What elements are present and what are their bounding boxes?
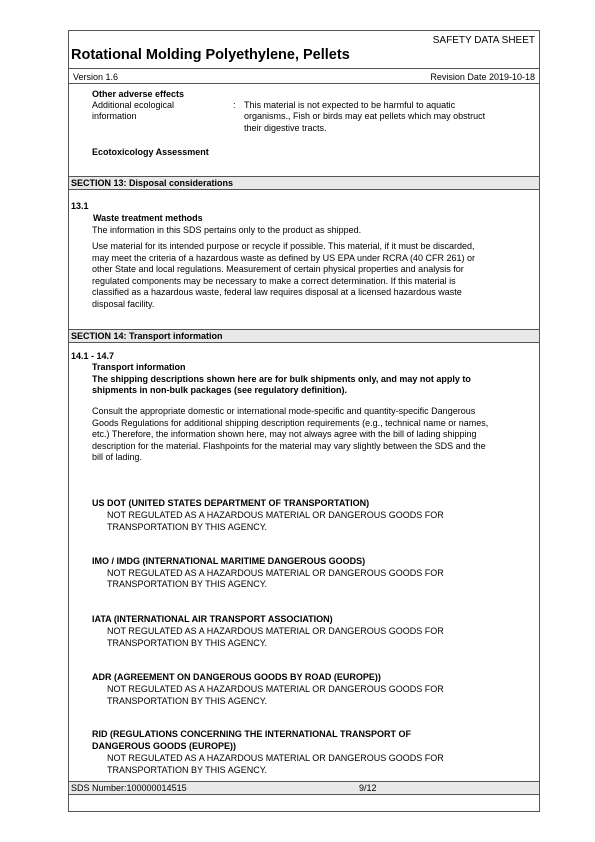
section-14-header: SECTION 14: Transport information xyxy=(69,329,539,343)
eco-info-colon: : xyxy=(233,100,236,110)
section-13-header: SECTION 13: Disposal considerations xyxy=(69,176,539,190)
transport-info-heading: Transport information xyxy=(92,362,186,372)
version-label: Version 1.6 xyxy=(73,72,119,82)
product-title: Rotational Molding Polyethylene, Pellets xyxy=(71,47,350,63)
reg-heading-imdg: IMO / IMDG (INTERNATIONAL MARITIME DANGEROUS GOODS) xyxy=(92,556,366,566)
meta-divider xyxy=(69,83,539,84)
eco-info-label-2: information xyxy=(92,111,137,121)
reg-heading-adr: ADR (AGREEMENT ON DANGEROUS GOODS BY ROAD (EUROPE)) xyxy=(92,672,381,682)
eco-info-value-2: organisms., Fish or birds may eat pellets which may obstruct xyxy=(244,111,486,121)
reg-text-iata: NOT REGULATED AS A HAZARDOUS MATERIAL OR DANGEROUS GOODS FOR xyxy=(107,626,444,636)
reg-text-imdg: NOT REGULATED AS A HAZARDOUS MATERIAL OR DANGEROUS GOODS FOR xyxy=(107,568,444,578)
other-effects-heading: Other adverse effects xyxy=(92,89,185,99)
reg-heading-rid: RID (REGULATIONS CONCERNING THE INTERNATIONAL TRANSPORT OF xyxy=(92,729,411,739)
reg-text-adr: NOT REGULATED AS A HAZARDOUS MATERIAL OR DANGEROUS GOODS FOR xyxy=(107,684,444,694)
waste-treatment-heading: Waste treatment methods xyxy=(93,213,203,223)
section-13-number: 13.1 xyxy=(71,201,89,211)
reg-heading-iata: IATA (INTERNATIONAL AIR TRANSPORT ASSOCIATION) xyxy=(92,614,333,624)
reg-text-rid-2: TRANSPORTATION BY THIS AGENCY. xyxy=(107,765,268,775)
sds-pertains-text: The information in this SDS pertains only to the product as shipped. xyxy=(92,225,362,235)
revision-date: Revision Date 2019-10-18 xyxy=(430,72,535,82)
sds-number: SDS Number:100000014515 xyxy=(71,783,187,793)
reg-text-imdg-2: TRANSPORTATION BY THIS AGENCY. xyxy=(107,579,268,589)
header-divider xyxy=(69,68,539,69)
eco-info-label: Additional ecological xyxy=(92,100,175,110)
reg-text-us-dot-2: TRANSPORTATION BY THIS AGENCY. xyxy=(107,522,268,532)
sds-page xyxy=(68,30,540,812)
reg-heading-rid-2: DANGEROUS GOODS (EUROPE)) xyxy=(92,741,237,751)
bulk-shipments-note: The shipping descriptions shown here are for bulk shipments only, and may not apply to xyxy=(92,374,471,384)
page-number: 9/12 xyxy=(359,783,377,793)
doc-type-label: SAFETY DATA SHEET xyxy=(432,35,535,46)
eco-info-value: This material is not expected to be harmful to aquatic xyxy=(244,100,456,110)
ecotox-heading: Ecotoxicology Assessment xyxy=(92,147,209,157)
transport-paragraph: Consult the appropriate domestic or international mode-specific and quantity-specific Dangerous Goods Regulations for additional shipping description requirements (e.g., technical name or names, etc.) Therefore, the information shown here, may not always agree with the bill of lading shipping description for the material. Flashpoints for the material may vary slightly between the SDS and the bill of lading. xyxy=(92,406,489,462)
reg-text-us-dot: NOT REGULATED AS A HAZARDOUS MATERIAL OR DANGEROUS GOODS FOR xyxy=(107,510,444,520)
footer-bar xyxy=(69,781,539,795)
eco-info-value-3: their digestive tracts. xyxy=(244,123,327,133)
reg-text-adr-2: TRANSPORTATION BY THIS AGENCY. xyxy=(107,696,268,706)
reg-heading-us-dot: US DOT (UNITED STATES DEPARTMENT OF TRANSPORTATION) xyxy=(92,498,370,508)
section-14-number: 14.1 - 14.7 xyxy=(71,351,115,361)
reg-text-iata-2: TRANSPORTATION BY THIS AGENCY. xyxy=(107,638,268,648)
bulk-shipments-note-2: shipments in non-bulk packages (see regulatory definition). xyxy=(92,385,348,395)
reg-text-rid: NOT REGULATED AS A HAZARDOUS MATERIAL OR DANGEROUS GOODS FOR xyxy=(107,753,444,763)
disposal-paragraph: Use material for its intended purpose or recycle if possible. This material, if it must be discarded, may meet the criteria of a hazardous waste as defined by US EPA under RCRA (40 CFR 261) or other State and local regulations. Measurement of certain physical properties and analysis for regulated components may be necessary to make a correct determination. If this material is classified as a hazardous waste, federal law requires disposal at a licensed hazardous waste disposal facility. xyxy=(92,241,476,309)
